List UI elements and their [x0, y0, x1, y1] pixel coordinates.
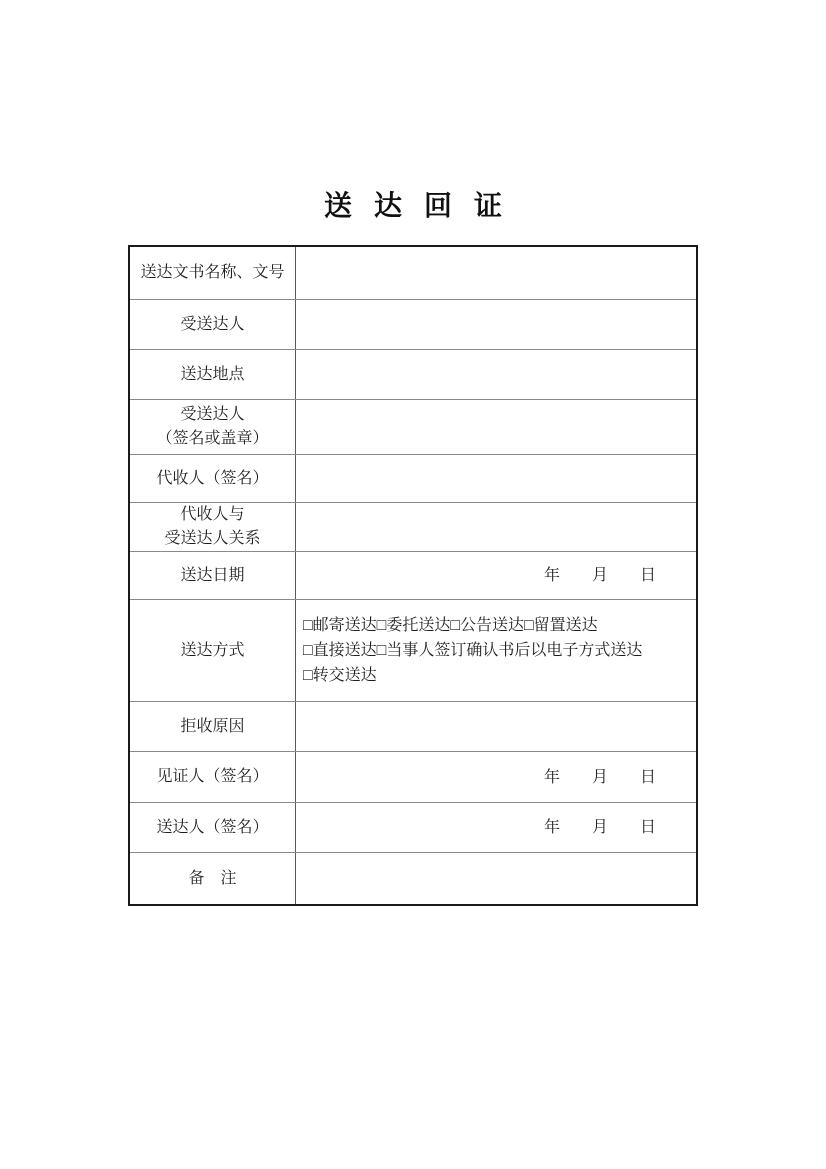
recipient-label: 受送达人 [130, 300, 296, 349]
row-refusal-reason [130, 701, 696, 751]
delivery-method-options-line2: □直接送达□当事人签订确认书后以电子方式送达 [303, 642, 643, 659]
service-receipt-table [128, 245, 698, 906]
row-agent-signature [130, 454, 696, 502]
delivery-method-options-line3: □转交送达 [303, 667, 377, 684]
server-signature-label: 送达人（签名） [130, 803, 296, 852]
recipient-signature-value [296, 400, 696, 454]
recipient-signature-label [130, 400, 296, 454]
row-recipient [130, 299, 696, 349]
delivery-place-label: 送达地点 [130, 350, 296, 399]
row-remarks [130, 852, 696, 904]
refusal-reason-value [296, 702, 696, 751]
refusal-reason-label: 拒收原因 [130, 702, 296, 751]
row-delivery-date [130, 551, 696, 599]
recipient-value [296, 300, 696, 349]
server-signature-date: 年 月 日 [543, 819, 656, 836]
delivery-date-value: 年 月 日 [543, 567, 656, 584]
remarks-label: 备 注 [130, 853, 296, 904]
delivery-method-options [296, 600, 696, 701]
remarks-value [296, 853, 696, 904]
agent-relationship-value [296, 503, 696, 551]
agent-relationship-label-line1: 代收人与 [180, 506, 245, 523]
row-delivery-method [130, 599, 696, 701]
agent-signature-label: 代收人（签名） [130, 455, 296, 502]
recipient-signature-label-line2: （签名或盖章） [156, 430, 269, 447]
witness-signature-date: 年 月 日 [543, 768, 656, 786]
agent-relationship-label [130, 503, 296, 551]
delivery-method-options-line1: □邮寄送达□委托送达□公告送达□留置送达 [303, 617, 598, 634]
page-title-text: 送达回证 [323, 191, 524, 222]
row-agent-relationship [130, 502, 696, 551]
row-document-name [130, 247, 696, 299]
row-witness-signature [130, 751, 696, 802]
delivery-place-value [296, 350, 696, 399]
delivery-date-label: 送达日期 [130, 552, 296, 599]
row-recipient-signature [130, 399, 696, 454]
page-title [0, 191, 826, 223]
recipient-signature-label-line1: 受送达人 [180, 406, 245, 423]
agent-signature-value [296, 455, 696, 502]
delivery-method-label: 送达方式 [130, 600, 296, 701]
row-server-signature [130, 802, 696, 852]
agent-relationship-label-line2: 受送达人关系 [164, 530, 261, 547]
witness-signature-label: 见证人（签名） [130, 752, 296, 802]
document-name-label: 送达文书名称、文号 [130, 247, 296, 299]
row-delivery-place [130, 349, 696, 399]
document-name-value [296, 247, 696, 299]
